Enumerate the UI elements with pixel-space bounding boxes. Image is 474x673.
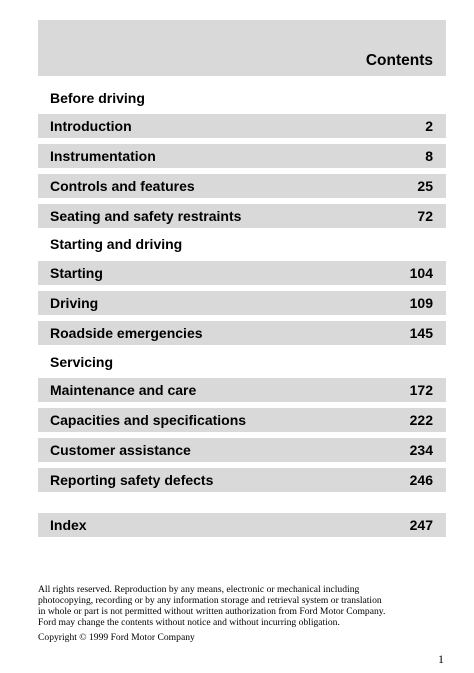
section-heading-starting-and-driving: Starting and driving	[50, 236, 183, 252]
toc-entry-index[interactable]	[38, 513, 446, 537]
toc-entry-title: Maintenance and care	[50, 382, 197, 398]
toc-entry-page: 72	[417, 208, 433, 224]
rights-notice-line: in whole or part is not permitted without written authorization from Ford Motor Company.	[38, 606, 386, 617]
section-heading-before-driving: Before driving	[50, 90, 145, 106]
toc-entry-controls-and-features[interactable]	[38, 174, 446, 198]
toc-entry-title: Seating and safety restraints	[50, 208, 242, 224]
toc-entry-title: Roadside emergencies	[50, 325, 203, 341]
toc-entry-page: 109	[409, 295, 433, 311]
toc-entry-page: 222	[409, 412, 433, 428]
toc-entry-title: Index	[50, 517, 87, 533]
toc-entry-seating-and-safety-restraints[interactable]	[38, 204, 446, 228]
toc-entry-page: 247	[409, 517, 433, 533]
toc-entry-page: 145	[409, 325, 433, 341]
toc-entry-page: 104	[409, 265, 433, 281]
rights-notice-line: All rights reserved. Reproduction by any means, electronic or mechanical including	[38, 584, 360, 595]
toc-entry-page: 172	[409, 382, 433, 398]
toc-entry-page: 246	[409, 472, 433, 488]
toc-entry-starting[interactable]	[38, 261, 446, 285]
toc-entry-maintenance-and-care[interactable]	[38, 378, 446, 402]
toc-entry-driving[interactable]	[38, 291, 446, 315]
toc-entry-title: Customer assistance	[50, 442, 191, 458]
toc-entry-reporting-safety-defects[interactable]	[38, 468, 446, 492]
rights-notice-line: Ford may change the contents without notice and without incurring obligation.	[38, 617, 340, 628]
contents-header-band	[38, 20, 446, 76]
copyright-line: Copyright © 1999 Ford Motor Company	[38, 632, 195, 643]
toc-entry-instrumentation[interactable]	[38, 144, 446, 168]
toc-entry-title: Controls and features	[50, 178, 195, 194]
section-heading-servicing: Servicing	[50, 354, 114, 370]
toc-entry-title: Instrumentation	[50, 148, 156, 164]
toc-entry-title: Introduction	[50, 118, 132, 134]
toc-entry-page: 8	[425, 148, 433, 164]
toc-entry-title: Starting	[50, 265, 103, 281]
page-number: 1	[438, 652, 444, 666]
page-title: Contents	[365, 52, 433, 69]
rights-notice-line: photocopying, recording or by any information storage and retrieval system or translation	[38, 595, 382, 606]
toc-entry-page: 25	[417, 178, 433, 194]
toc-entry-roadside-emergencies[interactable]	[38, 321, 446, 345]
toc-entry-title: Capacities and specifications	[50, 412, 247, 428]
toc-entry-capacities-and-specifications[interactable]	[38, 408, 446, 432]
toc-entry-page: 2	[425, 118, 433, 134]
toc-entry-customer-assistance[interactable]	[38, 438, 446, 462]
toc-entry-page: 234	[409, 442, 433, 458]
rights-notice	[38, 584, 450, 643]
toc-entry-title: Driving	[50, 295, 99, 311]
toc-entry-introduction[interactable]	[38, 114, 446, 138]
toc-entry-title: Reporting safety defects	[50, 472, 214, 488]
